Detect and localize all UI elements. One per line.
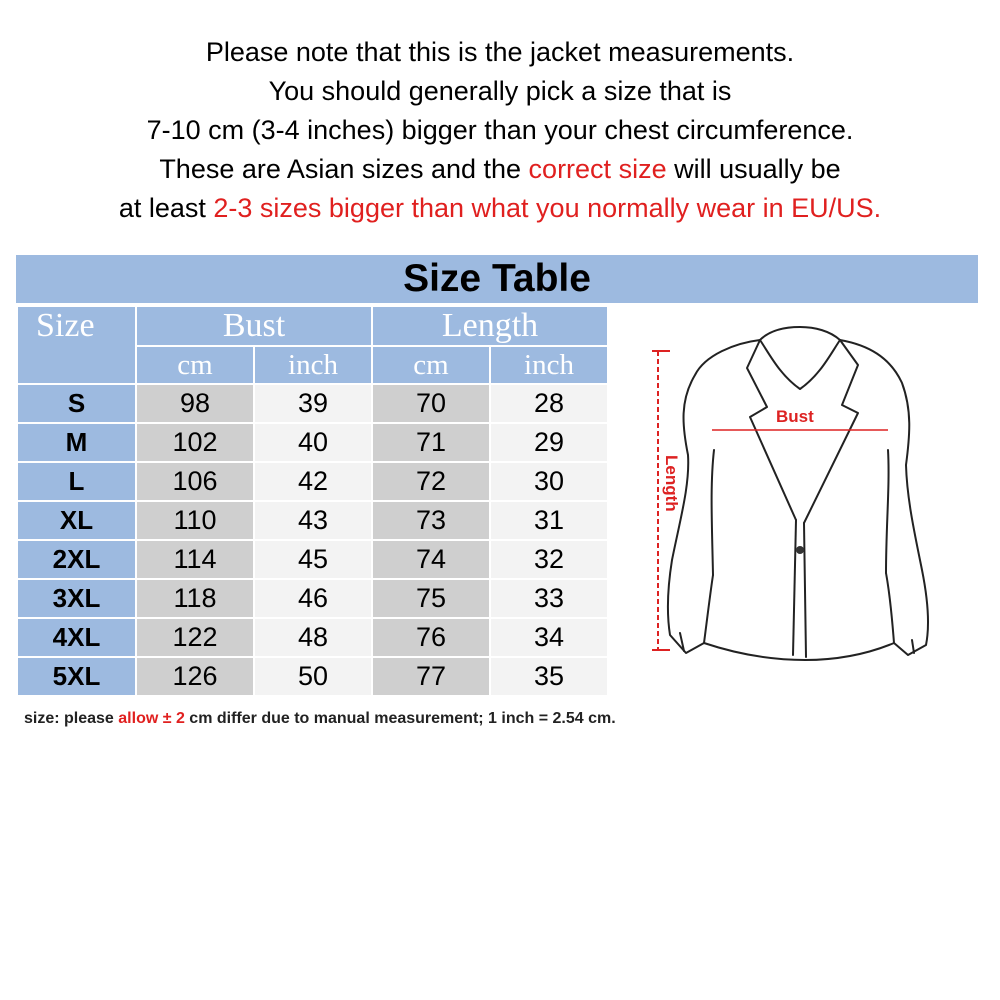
jacket-diagram [610, 305, 978, 692]
footnote [24, 710, 616, 728]
button-icon [796, 546, 804, 554]
footnote-allowance: allow ± 2 [118, 710, 185, 727]
table-row [17, 384, 608, 423]
bust-cm-value: 98 [136, 384, 254, 423]
subheader-length-inch: inch [490, 346, 608, 384]
bust-inch-value: 46 [254, 579, 372, 618]
size-table [16, 255, 978, 692]
note-highlight-sizes-bigger: 2-3 sizes bigger than what you normally wear in EU/US. [213, 193, 882, 223]
length-cm-value: 72 [372, 462, 490, 501]
jacket-outline-icon [610, 305, 978, 692]
bust-cm-value: 106 [136, 462, 254, 501]
length-cm-value: 74 [372, 540, 490, 579]
size-table-title: Size Table [16, 255, 978, 305]
length-cm-value: 76 [372, 618, 490, 657]
length-inch-value: 35 [490, 657, 608, 696]
note-line-5 [0, 189, 1000, 228]
note-line-2: You should generally pick a size that is [268, 76, 732, 106]
subheader-bust-inch: inch [254, 346, 372, 384]
note-line-3: 7-10 cm (3-4 inches) bigger than your chest circumference. [146, 115, 854, 145]
note-line-4-a: These are Asian sizes and the [159, 154, 529, 184]
footnote-part-c: cm differ due to manual measurement; 1 inch = 2.54 cm. [184, 710, 616, 727]
size-label: 5XL [17, 657, 136, 696]
bust-inch-value: 48 [254, 618, 372, 657]
bust-inch-value: 39 [254, 384, 372, 423]
size-label: S [17, 384, 136, 423]
subheader-bust-cm: cm [136, 346, 254, 384]
table-row [17, 579, 608, 618]
length-cm-value: 77 [372, 657, 490, 696]
note-line-1: Please note that this is the jacket measurements. [205, 37, 795, 67]
size-label: XL [17, 501, 136, 540]
size-table-grid [16, 305, 609, 697]
bust-inch-value: 42 [254, 462, 372, 501]
table-row [17, 462, 608, 501]
bust-cm-value: 114 [136, 540, 254, 579]
length-cm-value: 75 [372, 579, 490, 618]
size-label: 3XL [17, 579, 136, 618]
subheader-length-cm: cm [372, 346, 490, 384]
length-inch-value: 29 [490, 423, 608, 462]
column-header-size-label: Size [36, 307, 95, 344]
measurement-note [0, 33, 1000, 228]
bust-cm-value: 126 [136, 657, 254, 696]
table-row [17, 540, 608, 579]
length-inch-value: 31 [490, 501, 608, 540]
column-header-bust: Bust [136, 306, 372, 346]
note-highlight-correct-size: correct size [528, 154, 667, 184]
bust-label: Bust [776, 407, 814, 426]
bust-cm-value: 122 [136, 618, 254, 657]
bust-cm-value: 110 [136, 501, 254, 540]
column-header-length: Length [372, 306, 608, 346]
bust-inch-value: 43 [254, 501, 372, 540]
column-header-size [17, 306, 136, 384]
length-inch-value: 33 [490, 579, 608, 618]
size-label: 4XL [17, 618, 136, 657]
table-row [17, 423, 608, 462]
length-cm-value: 71 [372, 423, 490, 462]
length-inch-value: 32 [490, 540, 608, 579]
length-inch-value: 34 [490, 618, 608, 657]
table-row [17, 501, 608, 540]
note-line-4-c: will usually be [666, 154, 841, 184]
table-row [17, 657, 608, 696]
size-label: M [17, 423, 136, 462]
length-inch-value: 28 [490, 384, 608, 423]
length-cm-value: 73 [372, 501, 490, 540]
size-label: L [17, 462, 136, 501]
table-row [17, 618, 608, 657]
bust-cm-value: 102 [136, 423, 254, 462]
bust-cm-value: 118 [136, 579, 254, 618]
footnote-part-a: size: please [24, 710, 119, 727]
length-label: Length [662, 455, 681, 512]
length-inch-value: 30 [490, 462, 608, 501]
size-label: 2XL [17, 540, 136, 579]
bust-inch-value: 45 [254, 540, 372, 579]
bust-inch-value: 40 [254, 423, 372, 462]
length-cm-value: 70 [372, 384, 490, 423]
note-line-5-a: at least [118, 193, 214, 223]
bust-inch-value: 50 [254, 657, 372, 696]
note-line-4 [0, 150, 1000, 189]
